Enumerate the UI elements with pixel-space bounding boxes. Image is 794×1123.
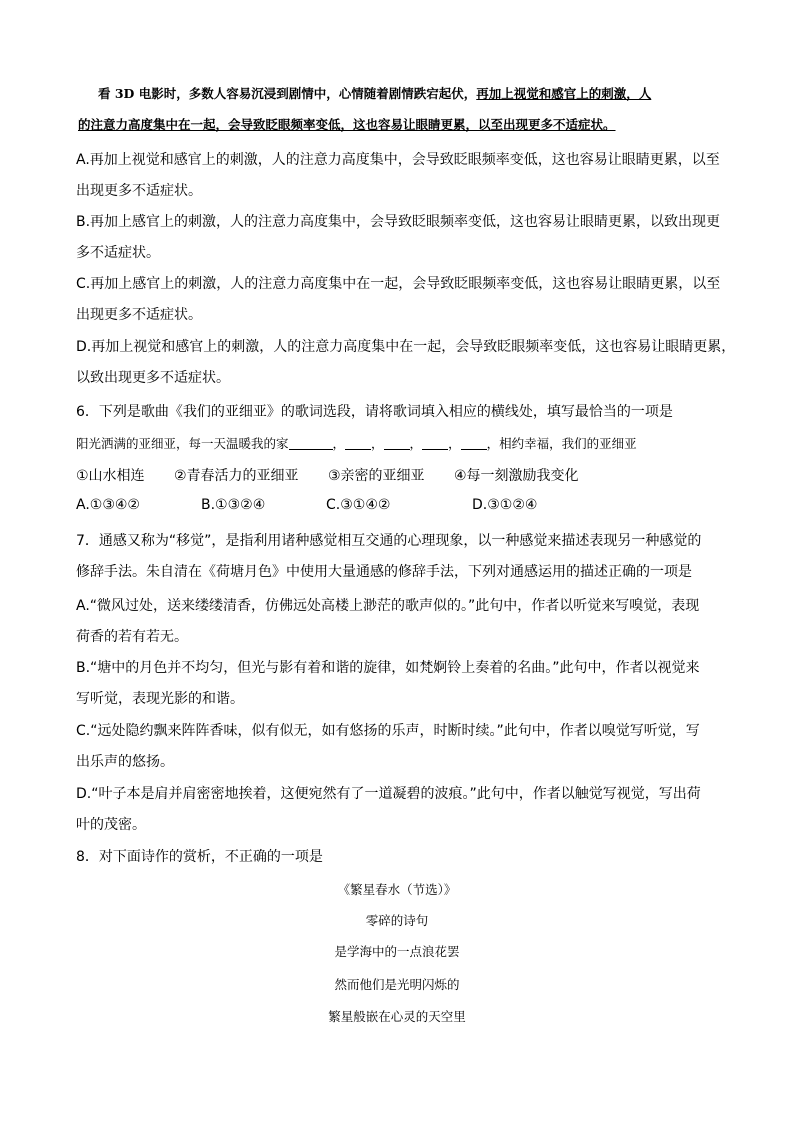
q5-intro-underlined-text: 再加上视觉和感官上的刺激，人 — [476, 86, 652, 101]
q7-stem-line1: 7．通感又称为“移觉”，是指利用诸种感觉相互交通的心理现象，以一种感觉来描述表现另一种感觉的 — [76, 533, 702, 549]
q6-lyric-line — [76, 434, 637, 452]
q6-item-2: ②青春活力的亚细亚 — [174, 468, 299, 484]
q6-item-3: ③亲密的亚细亚 — [328, 468, 425, 484]
q5-option-a-line2: 出现更多不适症状。 — [76, 183, 202, 199]
q5-intro-line-2: 的注意力高度集中在一起，会导致眨眼频率变低，这也容易让眼睛更累，以至出现更多不适症状。 — [78, 117, 616, 132]
q6-choice-a: A.①③④② — [76, 497, 140, 513]
q7-option-d-line2: 叶的茂密。 — [76, 817, 146, 833]
q6-blank-3 — [384, 437, 410, 450]
q5-option-a-line1: A.再加上视觉和感官上的刺激，人的注意力高度集中，会导致眨眼频率变低，这也容易让眼睛更累，以至 — [76, 152, 720, 168]
q6-lyric-end: ，相约幸福，我们的亚细亚 — [486, 436, 637, 451]
q6-sep: ， — [409, 436, 423, 451]
q6-sep: ， — [448, 436, 461, 451]
q6-item-4: ④每一刻激励我变化 — [454, 468, 579, 484]
poem-title: 《繁星春水（节选）》 — [337, 882, 457, 897]
q5-option-c-line2: 出现更多不适症状。 — [76, 307, 202, 323]
poem-line-3: 然而他们是光明闪烁的 — [334, 977, 460, 992]
q7-option-a-line1: A.“微风过处，送来缕缕清香，仿佛远处高楼上渺茫的歌声似的。”此句中，作者以听觉来写嗅觉，表现 — [76, 598, 700, 614]
q7-option-c-line1: C.“远处隐约飘来阵阵香味，似有似无，如有悠扬的乐声，时断时续。”此句中，作者以嗅觉写听觉，写 — [76, 723, 700, 739]
q6-lyric-start: 阳光洒满的亚细亚，每一天温暖我的家 — [76, 436, 289, 451]
q5-intro-line-1 — [98, 84, 651, 102]
q5-intro-plain-text: 看 3D 电影时，多数人容易沉浸到剧情中，心情随着剧情跌宕起伏， — [98, 86, 477, 101]
q7-option-b-line2: 写听觉，表现光影的和谐。 — [76, 691, 244, 707]
poem-line-2: 是学海中的一点浪花罢 — [334, 944, 460, 959]
q6-item-1: ①山水相连 — [76, 468, 145, 484]
q6-items-row — [76, 465, 579, 485]
q6-stem: 6．下列是歌曲《我们的亚细亚》的歌词选段，请将歌词填入相应的横线处，填写最恰当的一项是 — [76, 404, 673, 420]
q6-choice-b: B.①③②④ — [201, 497, 266, 513]
q5-option-c-line1: C.再加上感官上的刺激，人的注意力高度集中在一起，会导致眨眼频率变低，这也容易让眼睛更累，以至 — [76, 276, 721, 292]
q6-sep: ， — [371, 436, 384, 451]
q6-blank-5 — [461, 437, 487, 450]
q6-sep: ， — [332, 436, 346, 451]
q7-option-c-line2: 出乐声的悠扬。 — [76, 754, 174, 770]
q5-option-b-line2: 多不适症状。 — [76, 245, 160, 261]
q6-choice-d: D.③①②④ — [472, 497, 538, 513]
q7-option-a-line2: 荷香的若有若无。 — [76, 629, 188, 645]
q5-option-d-line1: D.再加上视觉和感官上的刺激，人的注意力高度集中在一起，会导致眨眼频率变低，这也容易让眼睛更累， — [76, 339, 736, 355]
q6-blank-4 — [422, 437, 448, 450]
q6-choices-row — [76, 497, 537, 513]
q5-option-d-line2: 以致出现更多不适症状。 — [76, 370, 230, 386]
q8-stem: 8．对下面诗作的赏析，不正确的一项是 — [76, 849, 323, 865]
poem-line-1: 零碎的诗句 — [365, 913, 429, 928]
poem-line-4: 繁星般嵌在心灵的天空里 — [328, 1009, 466, 1024]
q7-option-b-line1: B.“塘中的月色并不均匀，但光与影有着和谐的旋律，如梵婀铃上奏着的名曲。”此句中，作者以视觉来 — [76, 660, 700, 676]
q6-blank-2 — [345, 437, 371, 450]
q7-option-d-line1: D.“叶子本是肩并肩密密地挨着，这便宛然有了一道凝碧的波痕。”此句中，作者以触觉写视觉，写出荷 — [76, 786, 701, 802]
q6-choice-c: C.③①④② — [326, 497, 391, 513]
q6-blank-1 — [289, 437, 333, 450]
q5-option-b-line1: B.再加上感官上的刺激，人的注意力高度集中，会导致眨眼频率变低，这也容易让眼睛更累，以致出现更 — [76, 214, 721, 230]
q7-stem-line2: 修辞手法。朱自清在《荷塘月色》中使用大量通感的修辞手法，下列对通感运用的描述正确的一项是 — [76, 564, 692, 580]
